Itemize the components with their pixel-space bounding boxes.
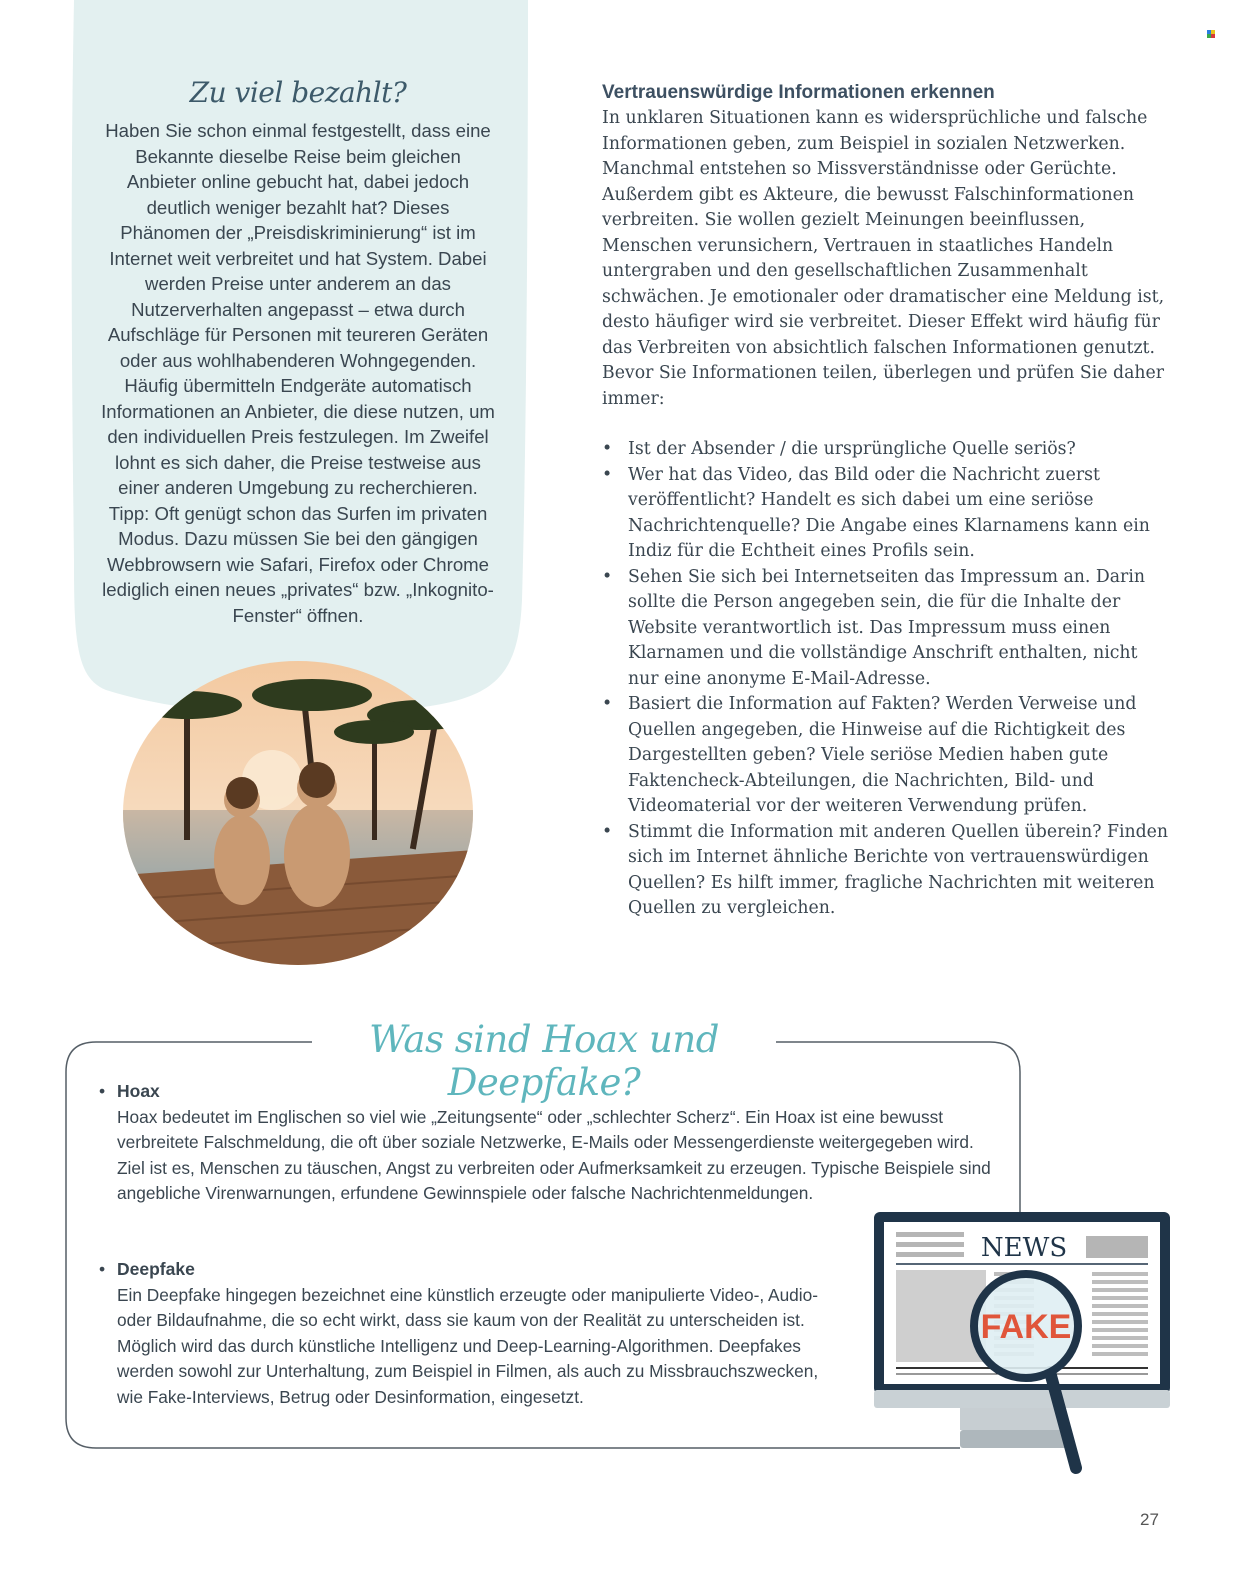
fake-stamp: FAKE [980,1308,1072,1346]
term-description: Hoax bedeutet im Englischen so viel wie „Zeitungsente“ oder „schlechter Scherz“. Ein Hoax ist eine bewusst verbreitete Falschmeldung, die oft über soziale Netzwerke, E-Mails oder Messengerdienste weitergegeben wird. Ziel ist es, Menschen zu täuschen, Angst zu verbreiten oder Aufmerksamkeit zu erzeugen. Typische Beispiele sind angebliche Virenwarnungen, erfundene Gewinnspiele oder falsche Nachrichtenmeldungen. [117,1106,991,1203]
sidebar-title: Zu viel bezahlt? [189,76,407,109]
fake-news-monitor-icon [874,1212,1170,1480]
intro-paragraph: In unklaren Situationen kann es widersprüchliche und falsche Informationen geben, zum Beispiel in sozialen Netzwerken. Manchmal entstehen so Missverständnisse oder Gerüchte. Außerdem gibt es Akteure, die bewusst Falschinformationen verbreiten. Sie wollen gezielt Meinungen beeinflussen, Menschen verunsichern, Vertrauen in staatliches Handeln untergraben und den gesellschaftlichen Zusammenhalt schwächen. Je emotionaler oder dramatischer eine Meldung ist, desto häufiger wird sie verbreitet. Dieser Effekt wird häufig für das Verbreiten von absichtlich falschen Informationen genutzt. Bevor Sie Informationen teilen, überlegen und prüfen Sie daher immer: [602,108,1165,409]
list-item: • Wer hat das Video, das Bild oder die Nachricht zuerst veröffentlicht? Handelt es sich dabei um eine seriöse Nachrichtenquelle? Die Angabe eines Klarnamens kann ein Indiz für die Echtheit eines Profils sein. [602,463,1172,565]
section-heading: Vertrauenswürdige Informationen erkennen [602,82,995,103]
newspaper-title: NEWS [980,1233,1068,1263]
sidebar-text: Haben Sie schon einmal festgestellt, dass eine Bekannte dieselbe Reise beim gleichen Anbieter online gebucht hat, dabei jedoch deutlich weniger bezahlt hat? Dieses Phänomen der „Preisdiskriminierung“ ist im Internet weit verbreitet und hat System. Dabei werden Preise unter anderem an das Nutzerverhalten angepasst – etwa durch Aufschläge für Personen mit teureren Geräten oder aus wohlhabenderen Wohngegenden. Häufig übermitteln Endgeräte automatisch Informationen an Anbieter, die diese nutzen, um den individuellen Preis festzulegen. Im Zweifel lohnt es sich daher, die Preise testweise aus einer anderen Umgebung zu recherchieren. Tipp: Oft genügt schon das Surfen im privaten Modus. Dazu müssen Sie bei den gängigen Webbrowsern wie Safari, Firefox oder Chrome lediglich einen neues „privates“ bzw. „Inkognito-Fenster“ öffnen. [101,120,495,626]
print-color-mark-icon [1207,30,1215,38]
check-list [602,437,1172,922]
list-item: • Stimmt die Information mit anderen Quellen überein? Finden sich im Internet ähnliche Berichte von vertrauenswürdigen Quellen? Es hilft immer, fragliche Nachrichten mit weiteren Quellen zu vergleichen. [602,820,1172,922]
list-item: • Basiert die Information auf Fakten? Werden Verweise und Quellen angegeben, die Hinweise auf die Richtigkeit des Dargestellten geben? Viele seriöse Medien haben gute Faktencheck-Abteilungen, die Nachrichten, Bild- und Videomaterial vor der weiteren Verwendung prüfen. [602,692,1172,820]
right-column [602,82,1172,922]
term-heading: • Deepfake [99,1257,844,1283]
list-item: • Ist der Absender / die ursprüngliche Quelle seriös? [602,437,1172,463]
term-hoax [99,1079,999,1207]
beach-couple-photo [122,660,474,966]
term-description: Ein Deepfake hingegen bezeichnet eine künstlich erzeugte oder manipulierte Video-, Audio- oder Bildaufnahme, die so echt wirkt, dass sie kaum von der Realität zu unterscheiden ist. Möglich wird das durch künstliche Intelligenz und Deep-Learning-Algorithmen. Deepfakes werden sowohl zur Unterhaltung, zum Beispiel in Filmen, als auch zu Missbrauchszwecken, wie Fake-Interviews, Betrug oder Desinformation, eingesetzt. [117,1284,819,1407]
term-heading: • Hoax [99,1079,999,1105]
list-item: • Sehen Sie sich bei Internetseiten das Impressum an. Darin sollte die Person angegeben sein, die für die Inhalte der Website verantwortlich ist. Das Impressum muss einen Klarnamen und die vollständige Anschrift enthalten, nicht nur eine anonyme E-Mail-Adresse. [602,565,1172,693]
term-deepfake [99,1257,844,1410]
page-number: 27 [1140,1510,1159,1529]
box-title: Was sind Hoax und Deepfake? [369,1018,719,1104]
